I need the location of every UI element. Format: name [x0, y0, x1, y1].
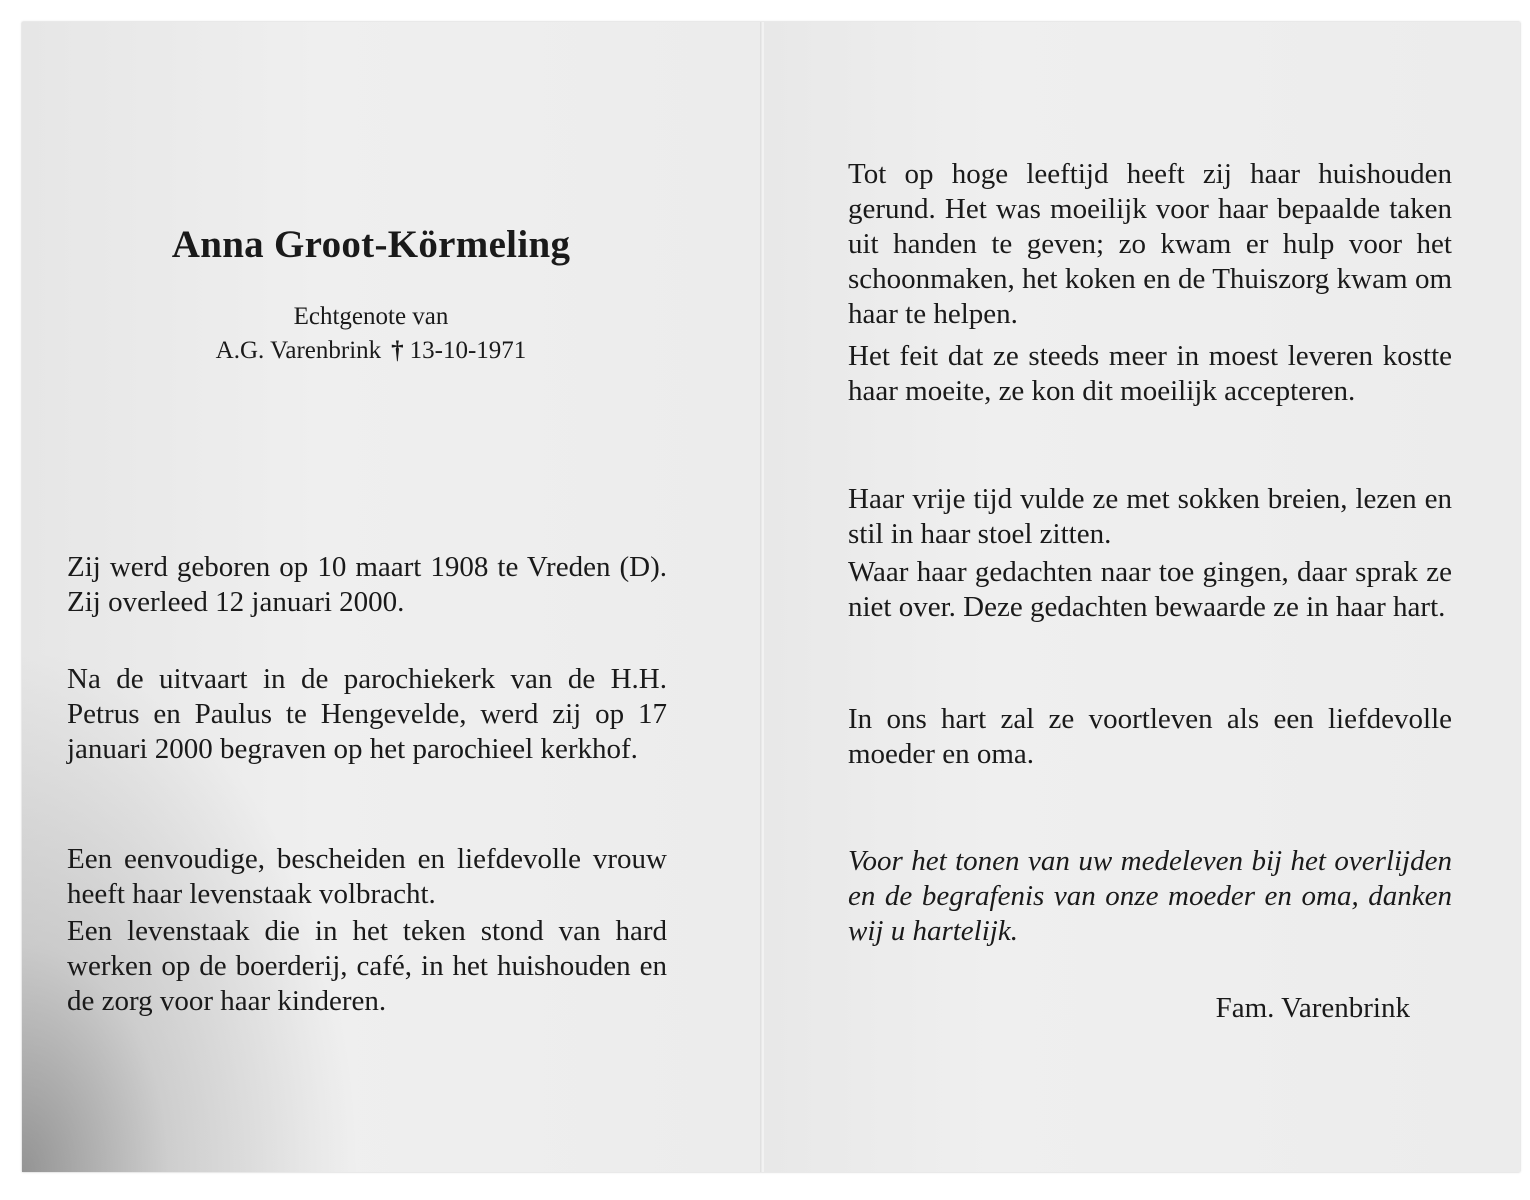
birth-death-paragraph: Zij werd geboren op 10 maart 1908 te Vreden (D). Zij overleed 12 januari 2000.: [67, 551, 667, 618]
spouse-name: A.G. Varenbrink: [215, 337, 382, 364]
thanks-paragraph: Voor het tonen van uw medeleven bij het overlijden en de begrafenis van onze moeder en oma, danken wij u hartelijk.: [848, 845, 1452, 947]
deceased-name: Anna Groot-Körmeling: [171, 223, 571, 266]
cross-icon: †: [391, 337, 404, 364]
household-paragraph: Tot op hoge leeftijd heeft zij haar huishouden gerund. Het was moeilijk voor haar bepaalde taken uit handen te geven; zo kwam er hulp voor het schoonmaken, het koken en de Thuiszorg kwam om haar te helpen.: [848, 158, 1452, 330]
thoughts-paragraph: Waar haar gedachten naar toe gingen, daar sprak ze niet over. Deze gedachten bewaarde ze in haar hart.: [848, 556, 1452, 623]
left-page: [22, 22, 762, 1172]
spouse-death-date: 13-10-1971: [409, 337, 527, 364]
remembrance-paragraph: In ons hart zal ze voortleven als een liefdevolle moeder en oma.: [848, 703, 1452, 770]
accepting-paragraph: Het feit dat ze steeds meer in moest leveren kostte haar moeite, ze kon dit moeilijk accepteren.: [848, 340, 1452, 407]
spouse-block: [22, 300, 720, 368]
spouse-label: Echtgenote van: [293, 303, 449, 330]
family-signature: Fam. Varenbrink: [1215, 992, 1410, 1024]
life-task-paragraph: Een levenstaak die in het teken stond van hard werken op de boerderij, café, in het huishouden en de zorg voor haar kinderen.: [67, 915, 667, 1017]
spouse-line: [22, 334, 720, 368]
free-time-paragraph: Haar vrije tijd vulde ze met sokken breien, lezen en stil in haar stoel zitten.: [848, 483, 1452, 550]
memorial-card: [22, 22, 1520, 1172]
character-paragraph: Een eenvoudige, bescheiden en liefdevolle vrouw heeft haar levenstaak volbracht.: [67, 843, 667, 910]
funeral-paragraph: Na de uitvaart in de parochiekerk van de H.H. Petrus en Paulus te Hengevelde, werd zij op 17 januari 2000 begraven op het parochieel kerkhof.: [67, 663, 667, 765]
